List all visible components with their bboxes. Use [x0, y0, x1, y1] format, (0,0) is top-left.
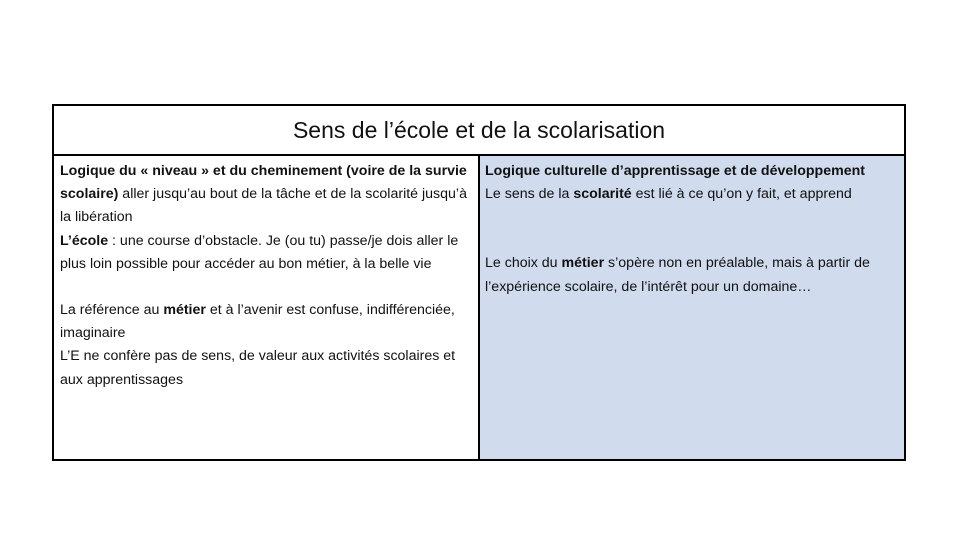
left-paragraph-4: L’E ne confère pas de sens, de valeur aux activités scolaires et aux apprentissages: [60, 348, 456, 388]
left-p3-bold: métier: [163, 302, 206, 319]
right-p3-bold: métier: [561, 255, 605, 272]
comparison-table: [52, 104, 906, 461]
left-p2-bold: L’école: [60, 232, 109, 249]
left-p1-bold: Logique du « niveau » et du cheminement (voire de la survie scolaire): [60, 163, 467, 203]
right-p1-bold: Logique culturelle d’apprentissage et de développement: [485, 163, 865, 179]
left-column: [54, 156, 480, 459]
left-p1-text: aller jusqu’au bout de la tâche et de la scolarité jusqu’à la libération: [60, 186, 467, 226]
right-column: [480, 156, 904, 459]
right-paragraph-1: [485, 160, 898, 183]
right-p2-text-b: est lié à ce qu’on y fait, et apprend: [631, 186, 852, 203]
left-p2-text: : une course d’obstacle. Je (ou tu) passe/je dois aller le plus loin possible pour accéder au bon métier, à la belle vie: [60, 232, 459, 272]
right-p2-text-a: Le sens de la: [485, 186, 574, 203]
left-paragraph-1: [60, 160, 472, 230]
left-p3-text-b: et à l’avenir est confuse, indifférenciée, imaginaire: [60, 302, 455, 342]
left-p3-text-a: La référence au: [60, 302, 164, 319]
table-title: Sens de l’école et de la scolarisation: [54, 106, 904, 156]
right-p3-text-b: s’opère non en préalable, mais à partir de l’expérience scolaire, de l’intérêt pour un domaine…: [485, 255, 870, 295]
right-paragraph-3: [485, 252, 898, 298]
right-paragraph-2: [485, 183, 898, 206]
left-paragraph-2: [60, 230, 472, 276]
right-p3-text-a: Le choix du: [485, 255, 562, 272]
left-paragraph-3: [60, 299, 472, 345]
right-p2-bold: scolarité: [573, 186, 632, 203]
